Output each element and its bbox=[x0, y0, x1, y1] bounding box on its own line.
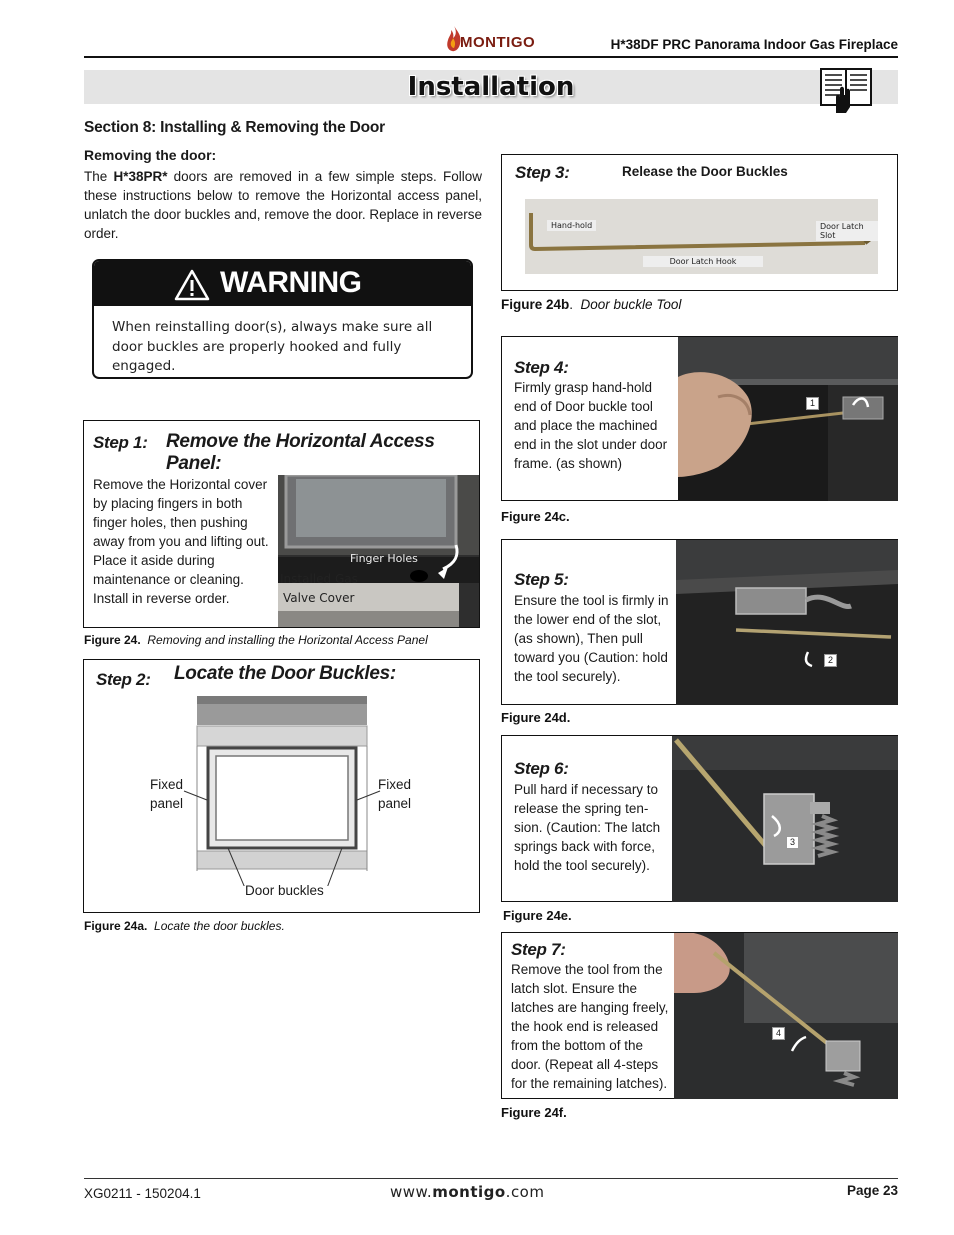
website-suffix: .com bbox=[505, 1183, 545, 1201]
step7-box bbox=[501, 932, 898, 1099]
step4-marker: 1 bbox=[806, 397, 819, 410]
left-fixed-label-line2: panel bbox=[150, 796, 184, 811]
right-fixed-label-line2: panel bbox=[378, 796, 412, 811]
banner-title: Installation bbox=[407, 72, 575, 102]
handhold-tag: Hand-hold bbox=[547, 220, 596, 231]
manual-book-icon bbox=[820, 67, 872, 113]
warning-triangle-icon bbox=[174, 269, 210, 301]
step2-heading: Locate the Door Buckles: bbox=[174, 663, 396, 684]
step6-photo bbox=[672, 736, 898, 902]
step4-text: Firmly grasp hand-hold end of Door buckle tool and place the machined end in the slot under door frame. (as shown) bbox=[514, 380, 668, 471]
step5-illustration bbox=[676, 540, 898, 705]
step6-label: Step 6: bbox=[514, 759, 569, 778]
figure-24-caption bbox=[84, 633, 428, 647]
figure-24f-number: Figure 24f. bbox=[501, 1105, 567, 1120]
brand-logo bbox=[444, 26, 544, 54]
left-fixed-panel-label bbox=[150, 775, 183, 813]
warning-label: WARNING bbox=[220, 266, 362, 299]
step3-box bbox=[501, 154, 898, 291]
step6-marker: 3 bbox=[786, 836, 799, 849]
intro-model: H*38PR* bbox=[113, 169, 168, 184]
figure-24a-number: Figure 24a. bbox=[84, 919, 148, 933]
website-link[interactable] bbox=[390, 1183, 544, 1201]
finger-holes-label: Finger Holes bbox=[350, 552, 418, 565]
intro-text: doors are removed in a few simple steps. Follow these instructions below to remove the Horizontal access panel, unlatch the door buckles and, remove the door. Replace in reverse order. bbox=[84, 169, 483, 241]
header-rule bbox=[84, 56, 898, 58]
figure-24b-caption: Figure 24b. Door buckle Tool bbox=[501, 297, 682, 312]
step2-label: Step 2: bbox=[96, 670, 151, 689]
step1-label: Step 1: bbox=[93, 433, 148, 452]
door-buckle-tool-photo bbox=[525, 199, 878, 274]
step7-photo bbox=[674, 933, 898, 1099]
intro-prefix: The bbox=[84, 169, 114, 184]
door-latch-hook-tag: Door Latch Hook bbox=[643, 256, 763, 267]
figure-24c-caption bbox=[501, 509, 570, 524]
section-banner bbox=[84, 70, 898, 104]
door-latch-slot-tag: Door Latch Slot bbox=[816, 221, 878, 241]
intro-paragraph bbox=[84, 167, 482, 243]
figure-24e-caption bbox=[503, 908, 572, 923]
step1-text-2: Install in reverse order. bbox=[93, 591, 230, 606]
step2-box bbox=[83, 659, 480, 913]
figure-24d-number: Figure 24d. bbox=[501, 710, 571, 725]
document-title: H*38DF PRC Panorama Indoor Gas Fireplace bbox=[610, 37, 898, 52]
step6-text: Pull hard if necessary to release the spring ten-sion. (Caution: The latch springs back with force, hold the tool securely). bbox=[514, 782, 661, 873]
step7-illustration bbox=[674, 933, 898, 1099]
figure-24-number: Figure 24. bbox=[84, 633, 141, 647]
door-buckles-label: Door buckles bbox=[245, 883, 324, 898]
step5-box bbox=[501, 539, 898, 705]
step4-illustration bbox=[678, 337, 898, 501]
warning-box bbox=[92, 259, 473, 379]
warning-header bbox=[94, 261, 471, 306]
step3-label: Step 3: bbox=[515, 163, 570, 182]
step7-text: Remove the tool from the latch slot. Ensure the latches are hanging freely, the hook end is released from the bottom of the door. (Repeat all 4-steps for the remaining latches). bbox=[511, 962, 669, 1091]
brand-name: MONTIGO bbox=[460, 34, 536, 51]
step4-label: Step 4: bbox=[514, 358, 569, 377]
document-code: XG0211 - 150204.1 bbox=[84, 1186, 201, 1201]
website-prefix: www. bbox=[390, 1183, 433, 1201]
figure-24e-number: Figure 24e. bbox=[503, 908, 572, 923]
footer-rule bbox=[84, 1178, 898, 1179]
step1-photo bbox=[278, 475, 479, 627]
step4-box bbox=[501, 336, 898, 501]
step5-text: Ensure the tool is firmly in the lower end of the slot, (as shown), Then pull toward you (Caution: hold the tool securely). bbox=[514, 593, 669, 684]
step1-text: Remove the Horizontal cover by placing fingers in both finger holes, then pushing away from you and lifting out. Place it aside during maintenance or cleaning. bbox=[93, 477, 269, 587]
step1-box bbox=[83, 420, 480, 628]
subsection-title: Removing the door: bbox=[84, 147, 217, 163]
step3-heading: Release the Door Buckles bbox=[622, 164, 788, 179]
gas-cover-label-1: Installed Gas bbox=[280, 572, 358, 586]
gas-cover-label-2: Valve Cover bbox=[283, 591, 355, 605]
step6-illustration bbox=[672, 736, 898, 902]
right-fixed-panel-label bbox=[378, 775, 411, 813]
figure-24c-number: Figure 24c. bbox=[501, 509, 570, 524]
step5-marker: 2 bbox=[824, 654, 837, 667]
left-fixed-label-line1: Fixed bbox=[150, 777, 184, 792]
step5-label: Step 5: bbox=[514, 570, 569, 589]
figure-24-text: Removing and installing the Horizontal Access Panel bbox=[147, 633, 428, 647]
figure-24f-caption bbox=[501, 1105, 567, 1120]
step7-label: Step 7: bbox=[511, 940, 566, 959]
website-brand: montigo bbox=[432, 1183, 506, 1201]
section-title: Section 8: Installing & Removing the Door bbox=[84, 119, 385, 136]
page-number: Page 23 bbox=[846, 1183, 898, 1198]
right-fixed-label-line1: Fixed bbox=[378, 777, 412, 792]
step1-heading: Remove the Horizontal Access Panel: bbox=[166, 431, 435, 474]
figure-24d-caption bbox=[501, 710, 570, 725]
warning-text: When reinstalling door(s), always make sure all door buckles are properly hooked and fully engaged. bbox=[112, 319, 433, 374]
figure-24a-text: Locate the door buckles. bbox=[154, 919, 285, 933]
step6-box bbox=[501, 735, 898, 902]
figure-24b-number: Figure 24b bbox=[501, 297, 570, 312]
step4-photo bbox=[678, 337, 898, 501]
figure-24a-caption bbox=[84, 919, 285, 933]
figure-24b-text: Door buckle Tool bbox=[580, 297, 682, 312]
step7-marker: 4 bbox=[772, 1027, 785, 1040]
step5-photo bbox=[676, 540, 898, 705]
